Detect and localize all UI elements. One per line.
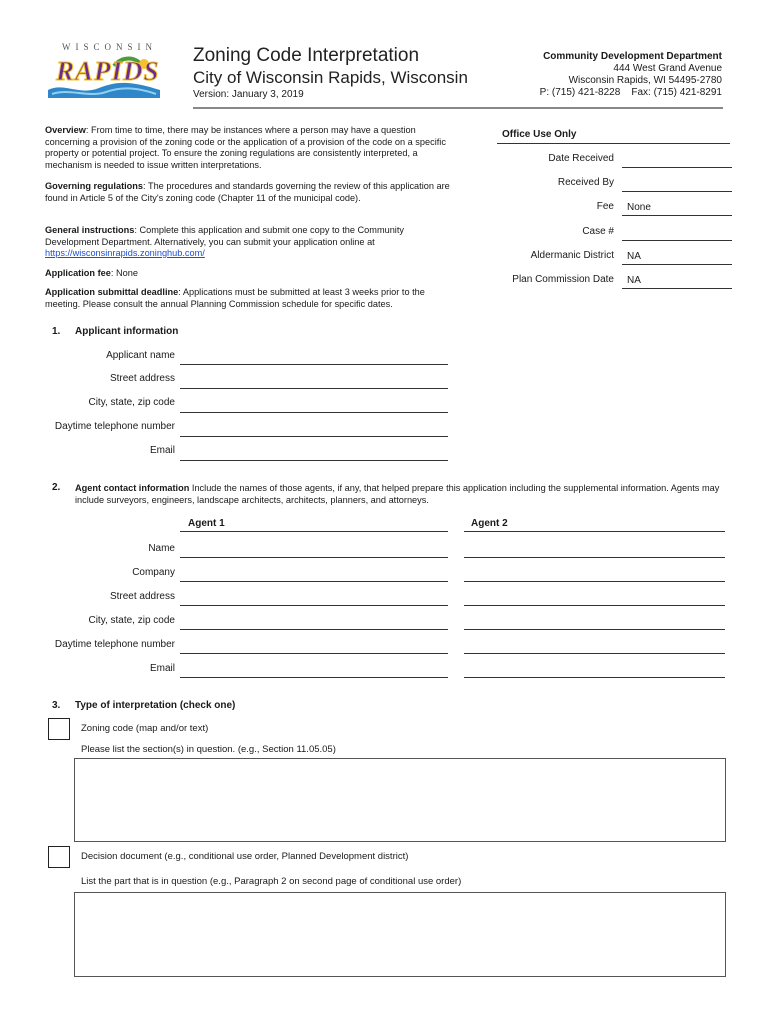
label-applicant-city: City, state, zip code [88,397,175,408]
office-label-case: Case # [582,226,614,237]
zoning-code-option-label: Zoning code (map and/or text) [81,723,209,734]
fee-text: : None [110,268,138,278]
agent1-email-field[interactable] [180,677,448,678]
office-field-date-received[interactable] [622,154,732,168]
agent2-heading-rule [464,531,725,532]
version-text: Version: January 3, 2019 [193,89,304,100]
label-applicant-street: Street address [109,373,175,384]
office-field-aldermanic[interactable]: NA [622,251,732,265]
decision-document-prompt: List the part that is in question (e.g., Paragraph 2 on second page of conditional use order) [81,876,462,887]
label-agent-city: City, state, zip code [88,615,175,626]
zoning-code-sections-textarea[interactable] [74,758,726,842]
governing-paragraph [45,181,455,204]
office-field-fee[interactable]: None [622,202,732,216]
agent2-city-field[interactable] [464,629,725,630]
page-title: Zoning Code Interpretation [193,45,420,66]
office-label-date-received: Date Received [548,153,614,164]
label-agent-name: Name [148,543,175,554]
office-field-received-by[interactable] [622,178,732,192]
section2-number: 2. [52,482,61,493]
instructions-label: General instructions [45,225,135,235]
governing-text: : The procedures and standards governing the review of this application are found in Article 5 of the City's zoning code (Chapter 11 of the municipal code). [45,181,450,203]
agent2-company-field[interactable] [464,581,725,582]
office-field-case[interactable] [622,227,732,241]
section2-heading [75,482,720,506]
agent2-email-field[interactable] [464,677,725,678]
agent1-city-field[interactable] [180,629,448,630]
agent1-name-field[interactable] [180,557,448,558]
applicant-street-field[interactable] [180,388,448,389]
fee-paragraph [45,268,455,280]
deadline-paragraph [45,287,455,310]
deadline-text: : Applications must be submitted at least 3 weeks prior to the meeting. Please consult the annual Planning Commission schedule for specific dates. [45,287,425,309]
zoning-code-prompt: Please list the section(s) in question. (e.g., Section 11.05.05) [81,744,336,755]
overview-paragraph [45,125,455,171]
label-agent-street: Street address [109,591,175,602]
office-field-plan-commission[interactable]: NA [622,275,732,289]
applicant-email-field[interactable] [180,460,448,461]
section2-title: Agent contact information [75,483,190,493]
applicant-city-field[interactable] [180,412,448,413]
header-divider [193,107,723,109]
agent1-street-field[interactable] [180,605,448,606]
label-agent-email: Email [149,663,175,674]
agent2-name-field[interactable] [464,557,725,558]
logo-wordmark-top: WISCONSIN [62,42,158,52]
dept-address: 444 West Grand Avenue [613,63,722,74]
applicant-phone-field[interactable] [180,436,448,437]
zoning-code-checkbox[interactable] [48,718,70,740]
section3-title: Type of interpretation (check one) [75,700,236,711]
decision-document-part-textarea[interactable] [74,892,726,977]
agent1-company-field[interactable] [180,581,448,582]
agent2-phone-field[interactable] [464,653,725,654]
office-use-divider [497,143,730,144]
office-label-fee: Fee [596,201,614,212]
fee-label: Application fee [45,268,111,278]
section1-title: Applicant information [75,326,179,337]
city-logo [44,52,164,100]
label-applicant-name: Applicant name [106,350,175,361]
dept-phone: P: (715) 421-8228 Fax: (715) 421-8291 [539,87,722,98]
office-use-title: Office Use Only [502,129,577,140]
applicant-name-field[interactable] [180,364,448,365]
agent2-street-field[interactable] [464,605,725,606]
dept-name: Community Development Department [543,51,722,62]
label-applicant-email: Email [149,445,175,456]
dept-city: Wisconsin Rapids, WI 54495-2780 [568,75,722,86]
logo-wordmark-main: RAPIDS [56,56,160,86]
agent1-heading-rule [180,531,448,532]
agent2-heading: Agent 2 [471,518,508,529]
section2-note: Include the names of those agents, if any, that helped prepare this application including the supplemental information. Agents may include surveyors, engineers, landscape architects, architects, planners, and attorneys. [75,483,720,505]
overview-text: : From time to time, there may be instances where a person may have a question concerning a provision of the zoning code or the application of a provision of the code on a specific property or potential project. To ensure the zoning regulations are consistently interpreted, a mechanism is needed to issue written interpretations. [45,125,446,170]
instructions-paragraph [45,225,455,260]
agent1-heading: Agent 1 [188,518,225,529]
decision-document-checkbox[interactable] [48,846,70,868]
page-subtitle: City of Wisconsin Rapids, Wisconsin [193,68,468,87]
overview-label: Overview [45,125,86,135]
office-label-plan-commission: Plan Commission Date [512,274,614,285]
deadline-label: Application submittal deadline [45,287,179,297]
label-agent-phone: Daytime telephone number [54,639,175,650]
agent1-phone-field[interactable] [180,653,448,654]
zoninghub-link[interactable]: https://wisconsinrapids.zoninghub.com/ [45,248,205,258]
governing-label: Governing regulations [45,181,144,191]
label-agent-company: Company [132,567,175,578]
decision-document-option-label: Decision document (e.g., conditional use order, Planned Development district) [81,851,409,862]
department-contact [482,51,722,99]
office-label-aldermanic: Aldermanic District [530,250,614,261]
label-applicant-phone: Daytime telephone number [54,421,175,432]
office-label-received-by: Received By [557,177,614,188]
section3-number: 3. [52,700,61,711]
instructions-text: : Complete this application and submit one copy to the Community Development Department. Alternatively, you can submit your application online at [45,225,404,247]
section1-number: 1. [52,326,61,337]
